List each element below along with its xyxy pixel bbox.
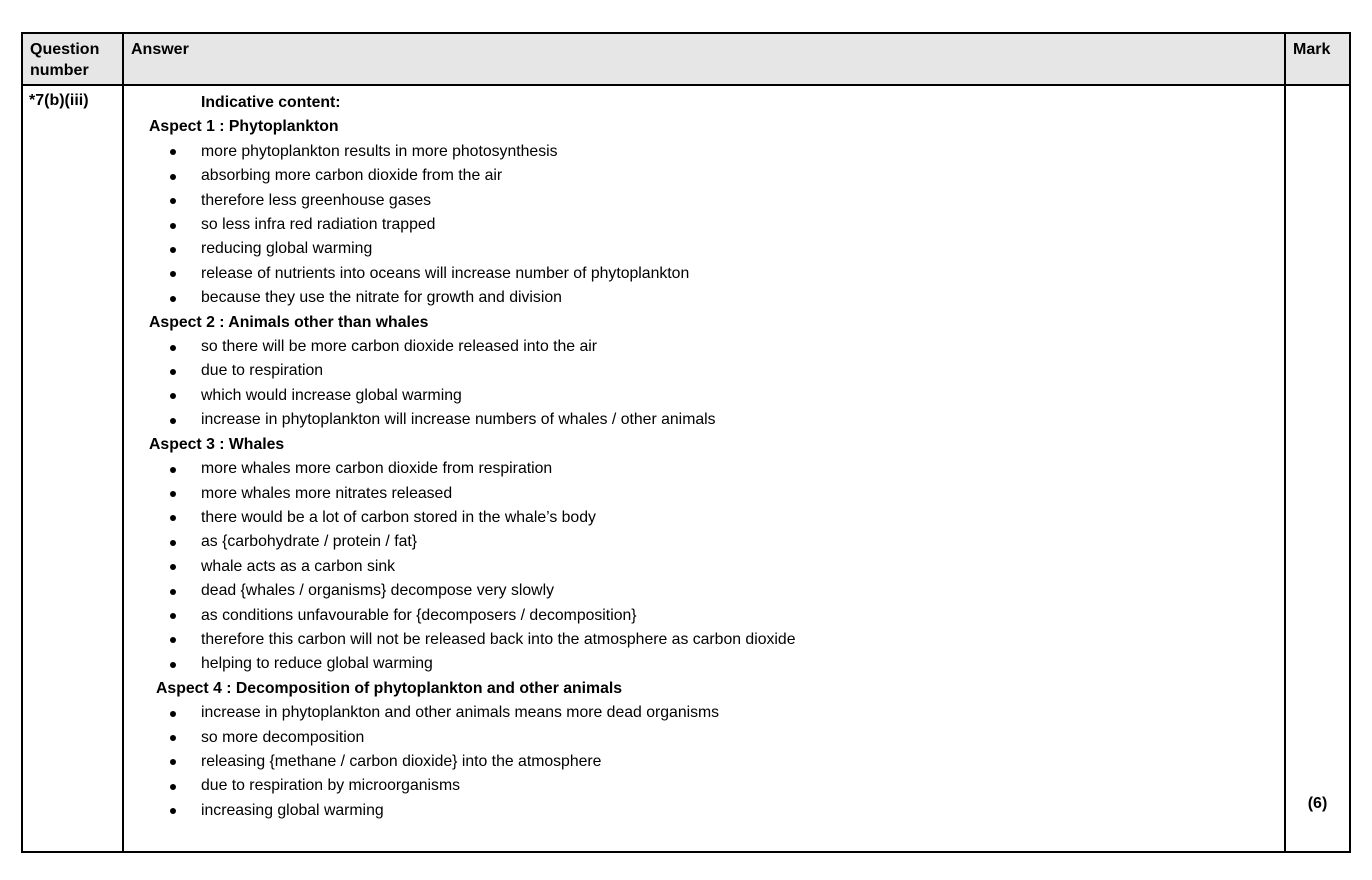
aspect-heading: Aspect 2 : Animals other than whales xyxy=(149,313,429,331)
bullet-list xyxy=(149,140,1276,311)
bullet-item: therefore this carbon will not be released back into the atmosphere as carbon dioxide xyxy=(149,628,1276,652)
aspect-heading: Aspect 1 : Phytoplankton xyxy=(149,118,339,136)
header-mark: Mark xyxy=(1286,34,1349,86)
answer-cell xyxy=(124,86,1286,851)
mark-scheme-table xyxy=(21,32,1351,853)
bullet-item: releasing {methane / carbon dioxide} into the atmosphere xyxy=(149,750,1276,774)
bullet-item: so less infra red radiation trapped xyxy=(149,213,1276,237)
bullet-list xyxy=(149,335,1276,433)
indicative-content-label: Indicative content: xyxy=(201,94,341,111)
header-question-number: Question number xyxy=(23,34,124,86)
bullet-item: increasing global warming xyxy=(149,799,1276,823)
mark-value: (6) xyxy=(1307,795,1328,812)
bullet-item: absorbing more carbon dioxide from the air xyxy=(149,164,1276,188)
bullet-list xyxy=(149,457,1276,677)
bullet-item: so there will be more carbon dioxide released into the air xyxy=(149,335,1276,359)
bullet-item: increase in phytoplankton will increase numbers of whales / other animals xyxy=(149,408,1276,432)
bullet-item: there would be a lot of carbon stored in the whale’s body xyxy=(149,506,1276,530)
bullet-item: as conditions unfavourable for {decomposers / decomposition} xyxy=(149,604,1276,628)
bullet-item: therefore less greenhouse gases xyxy=(149,189,1276,213)
bullet-item: helping to reduce global warming xyxy=(149,652,1276,676)
answer-content xyxy=(149,115,1276,823)
bullet-item: whale acts as a carbon sink xyxy=(149,555,1276,579)
bullet-item: because they use the nitrate for growth and division xyxy=(149,286,1276,310)
bullet-item: release of nutrients into oceans will increase number of phytoplankton xyxy=(149,262,1276,286)
aspect-heading: Aspect 3 : Whales xyxy=(149,435,285,453)
bullet-item: which would increase global warming xyxy=(149,384,1276,408)
mark-cell xyxy=(1286,86,1349,851)
bullet-item: as {carbohydrate / protein / fat} xyxy=(149,530,1276,554)
question-number: *7(b)(iii) xyxy=(23,86,124,851)
bullet-item: due to respiration by microorganisms xyxy=(149,774,1276,798)
bullet-item: reducing global warming xyxy=(149,237,1276,261)
aspect-heading: Aspect 4 : Decomposition of phytoplankton and other animals xyxy=(156,679,623,697)
bullet-item: increase in phytoplankton and other animals means more dead organisms xyxy=(149,701,1276,725)
bullet-item: more whales more carbon dioxide from respiration xyxy=(149,457,1276,481)
bullet-item: more phytoplankton results in more photosynthesis xyxy=(149,140,1276,164)
bullet-item: more whales more nitrates released xyxy=(149,482,1276,506)
bullet-item: dead {whales / organisms} decompose very slowly xyxy=(149,579,1276,603)
bullet-item: due to respiration xyxy=(149,359,1276,383)
bullet-item: so more decomposition xyxy=(149,726,1276,750)
header-answer: Answer xyxy=(124,34,1286,86)
bullet-list xyxy=(149,701,1276,823)
